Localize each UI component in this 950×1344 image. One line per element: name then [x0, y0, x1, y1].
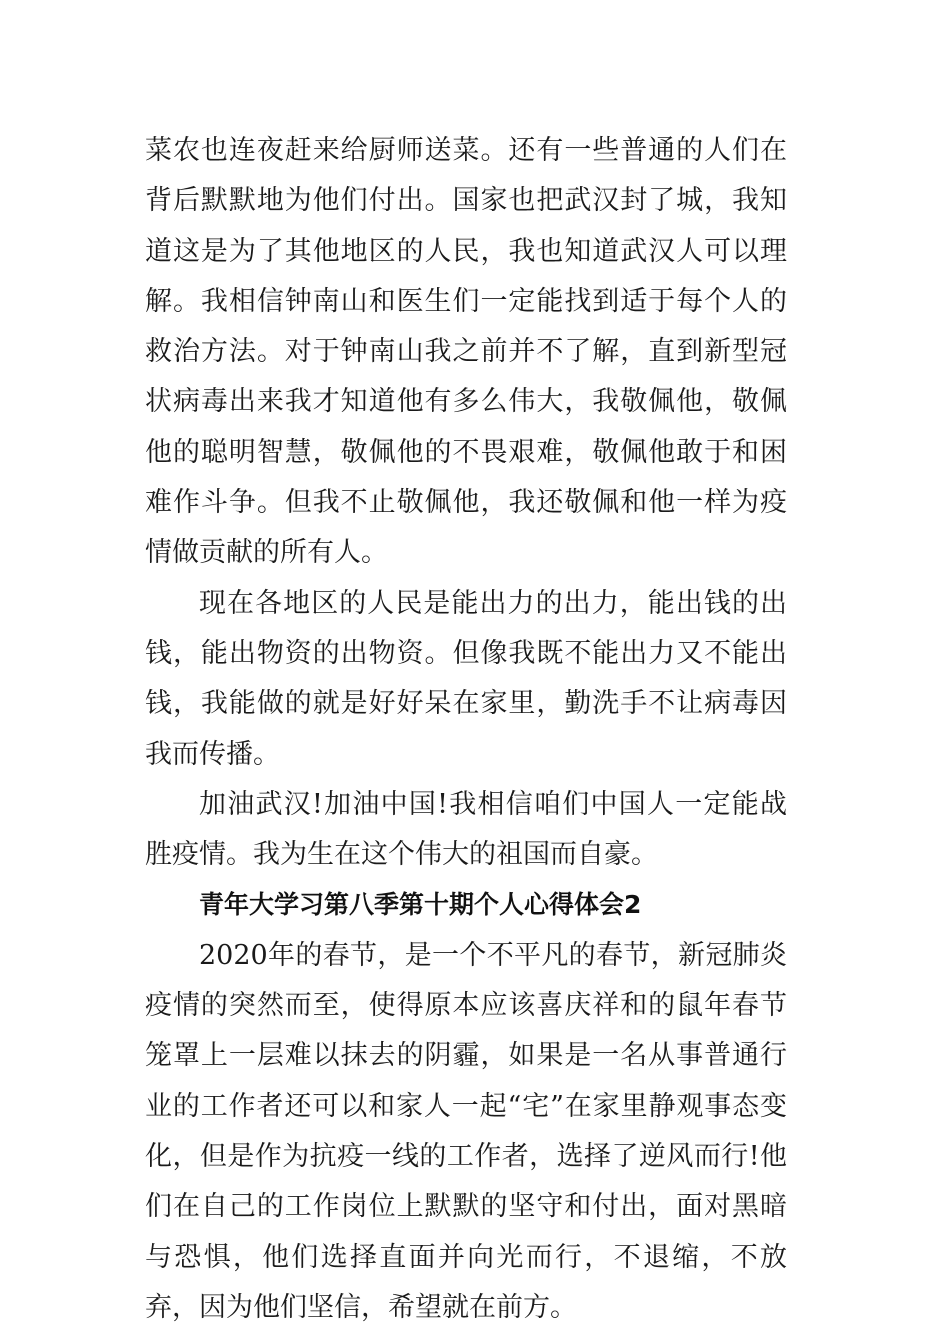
- document-body: [145, 126, 787, 1333]
- paragraph: 加油武汉!加油中国!我相信咱们中国人一定能战胜疫情。我为生在这个伟大的祖国而自豪。: [145, 788, 787, 871]
- paragraph: 现在各地区的人民是能出力的出力，能出钱的出钱，能出物资的出物资。但像我既不能出力又不能出钱，我能做的就是好好呆在家里，勤洗手不让病毒因我而传播。: [145, 587, 787, 770]
- paragraph: 2020年的春节，是一个不平凡的春节，新冠肺炎疫情的突然而至，使得原本应该喜庆祥和的鼠年春节笼罩上一层难以抹去的阴霾，如果是一名从事普通行业的工作者还可以和家人一起“宅”在家里静观事态变化，但是作为抗疫一线的工作者，选择了逆风而行!他们在自己的工作岗位上默默的坚守和付出，面对黑暗与恐惧，他们选择直面并向光而行，不退缩，不放弃，因为他们坚信，希望就在前方。: [145, 939, 787, 1323]
- section-heading: 青年大学习第八季第十期个人心得体会2: [199, 890, 642, 920]
- paragraph-continued: 菜农也连夜赶来给厨师送菜。还有一些普通的人们在背后默默地为他们付出。国家也把武汉封了城，我知道这是为了其他地区的人民，我也知道武汉人可以理解。我相信钟南山和医生们一定能找到适于每个人的救治方法。对于钟南山我之前并不了解，直到新型冠状病毒出来我才知道他有多么伟大，我敬佩他，敬佩他的聪明智慧，敬佩他的不畏艰难，敬佩他敢于和困难作斗争。但我不止敬佩他，我还敬佩和他一样为疫情做贡献的所有人。: [145, 135, 787, 569]
